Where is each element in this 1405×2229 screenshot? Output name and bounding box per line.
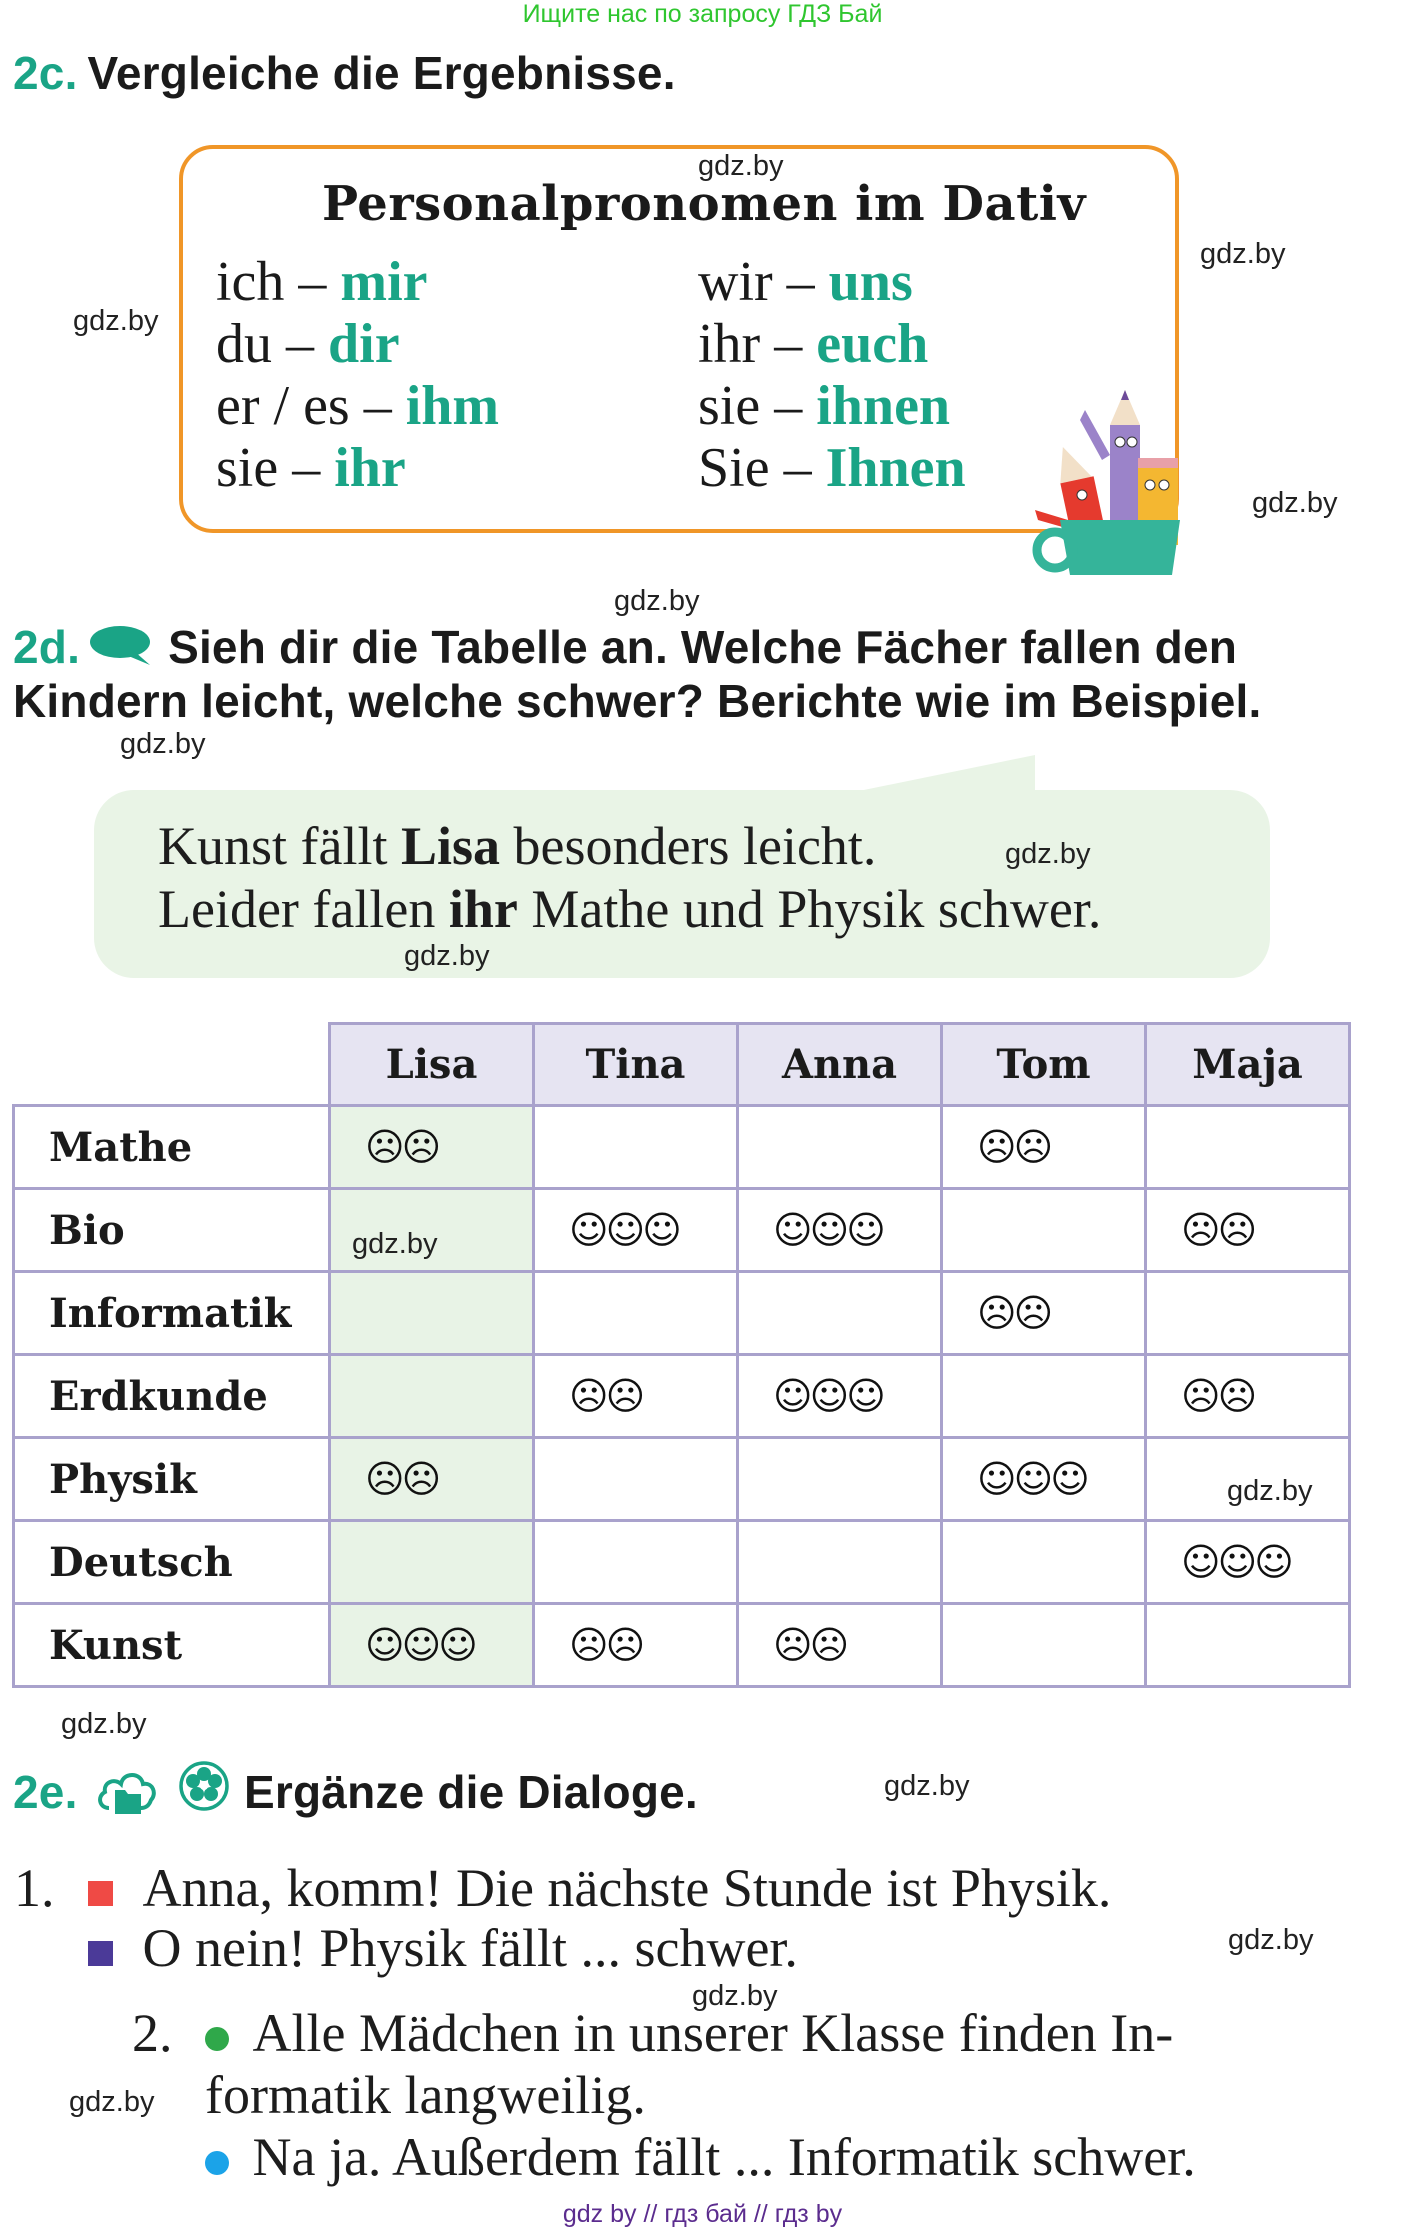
rating-cell: ☹☹ <box>534 1355 738 1438</box>
rating-cell <box>942 1355 1146 1438</box>
table-corner <box>14 1024 330 1106</box>
subject-label: Deutsch <box>14 1521 330 1604</box>
watermark: gdz.by <box>61 1708 147 1740</box>
rating-cell: ☹☹ <box>942 1272 1146 1355</box>
rating-cell: ☺☺☺ <box>534 1189 738 1272</box>
dialogue-line: Na ja. Außerdem fällt ... Informatik schwer. <box>205 2126 1196 2188</box>
rating-cell: ☹☹ <box>330 1106 534 1189</box>
exercise-number: 2c. <box>13 47 78 99</box>
rating-cell <box>738 1438 942 1521</box>
column-header-anna: Anna <box>738 1024 942 1106</box>
subject-label: Informatik <box>14 1272 330 1355</box>
bottom-banner: gdz by // гдз бай // гдз by <box>562 2200 843 2228</box>
rating-cell <box>330 1189 534 1272</box>
dialogue-line: Anna, komm! Die nächste Stunde ist Physik. <box>88 1857 1111 1919</box>
subject-label: Bio <box>14 1189 330 1272</box>
rating-cell: ☺☺☺ <box>330 1604 534 1687</box>
subject-label: Physik <box>14 1438 330 1521</box>
table-header-row <box>14 1024 1350 1106</box>
rating-cell: ☹☹ <box>942 1106 1146 1189</box>
exercise-2d-heading <box>13 620 1237 674</box>
top-banner: Ищите нас по запросу ГДЗ Бай <box>522 0 883 28</box>
table-row <box>14 1189 1350 1272</box>
watermark: gdz.by <box>1228 1924 1314 1956</box>
exercise-number: 2d. <box>13 621 81 673</box>
rating-cell: ☹☹ <box>1146 1355 1350 1438</box>
rating-cell <box>1146 1604 1350 1687</box>
rating-cell <box>534 1521 738 1604</box>
pronoun-box-title: Personalpronomen im Dativ <box>322 176 1086 232</box>
watermark: gdz.by <box>352 1228 438 1260</box>
pencil-mug-illustration <box>1030 370 1200 580</box>
subject-label: Mathe <box>14 1106 330 1189</box>
rating-cell <box>534 1272 738 1355</box>
watermark: gdz.by <box>404 940 490 972</box>
watermark: gdz.by <box>692 1980 778 2012</box>
table-row <box>14 1521 1350 1604</box>
pronoun-pair: sie – ihnen <box>698 375 951 437</box>
subjects-table <box>12 1022 1351 1688</box>
dialogue-number: 1. <box>14 1858 55 1918</box>
rating-cell: ☺☺☺ <box>1146 1521 1350 1604</box>
rating-cell <box>942 1189 1146 1272</box>
table-row <box>14 1272 1350 1355</box>
watermark: gdz.by <box>1005 838 1091 870</box>
pronoun-pair: ihr – euch <box>698 313 929 375</box>
rating-cell <box>534 1438 738 1521</box>
rating-cell: ☹☹ <box>330 1438 534 1521</box>
table-row <box>14 1604 1350 1687</box>
subject-label: Kunst <box>14 1604 330 1687</box>
dialogue-line-continuation: formatik langweilig. <box>205 2065 646 2125</box>
speech-bubble-icon <box>90 625 156 665</box>
rating-cell <box>738 1272 942 1355</box>
table-row <box>14 1106 1350 1189</box>
subject-label: Erdkunde <box>14 1355 330 1438</box>
watermark: gdz.by <box>120 728 206 760</box>
rating-cell <box>1146 1272 1350 1355</box>
column-header-tina: Tina <box>534 1024 738 1106</box>
watermark: gdz.by <box>884 1770 970 1802</box>
exercise-number: 2e. <box>13 1766 78 1818</box>
exercise-instruction-line2: Kindern leicht, welche schwer? Berichte wie im Beispiel. <box>13 675 1262 727</box>
exercise-instruction: Vergleiche die Ergebnisse. <box>87 47 676 99</box>
exercise-instruction: Ergänze die Dialoge. <box>244 1766 698 1818</box>
watermark: gdz.by <box>1252 487 1338 519</box>
rating-cell <box>1146 1438 1350 1521</box>
rating-cell: ☺☺☺ <box>738 1189 942 1272</box>
dialogue-line: Alle Mädchen in unserer Klasse finden In- <box>205 2002 1173 2064</box>
column-header-maja: Maja <box>1146 1024 1350 1106</box>
rating-cell <box>330 1272 534 1355</box>
exercise-2e-heading <box>13 1765 88 1819</box>
column-header-lisa: Lisa <box>330 1024 534 1106</box>
watermark: gdz.by <box>73 305 159 337</box>
rating-cell <box>534 1106 738 1189</box>
dialogue-number: 2. <box>132 2003 173 2063</box>
table-row <box>14 1438 1350 1521</box>
watermark: gdz.by <box>69 2086 155 2118</box>
pronoun-pair: du – dir <box>216 313 400 375</box>
rating-cell: ☹☹ <box>534 1604 738 1687</box>
pronoun-pair: Sie – Ihnen <box>698 437 966 499</box>
exercise-instruction-line1: Sieh dir die Tabelle an. Welche Fächer fallen den <box>168 621 1238 673</box>
watermark: gdz.by <box>1227 1475 1313 1507</box>
rating-cell <box>330 1355 534 1438</box>
rating-cell <box>738 1106 942 1189</box>
watermark: gdz.by <box>698 150 784 182</box>
rating-cell: ☺☺☺ <box>738 1355 942 1438</box>
blue-dot-marker <box>205 2151 229 2175</box>
watermark: gdz.by <box>614 585 700 617</box>
red-square-marker <box>88 1881 113 1906</box>
pronoun-pair: sie – ihr <box>216 437 406 499</box>
rating-cell <box>942 1604 1146 1687</box>
rating-cell <box>942 1521 1146 1604</box>
purple-square-marker <box>88 1941 113 1966</box>
cloud-folder-icon <box>95 1768 159 1816</box>
rating-cell: ☺☺☺ <box>942 1438 1146 1521</box>
pronoun-pair: er / es – ihm <box>216 375 500 437</box>
rating-cell <box>330 1521 534 1604</box>
column-header-tom: Tom <box>942 1024 1146 1106</box>
example-line-2: Leider fallen ihr Mathe und Physik schwer. <box>158 879 1102 939</box>
pronoun-pair: ich – mir <box>216 251 428 313</box>
example-line-1: Kunst fällt Lisa besonders leicht. <box>158 816 877 876</box>
green-dot-marker <box>205 2027 229 2051</box>
rating-cell: ☹☹ <box>1146 1189 1350 1272</box>
table-row <box>14 1355 1350 1438</box>
flower-icon <box>178 1760 230 1812</box>
dialogue-line: O nein! Physik fällt ... schwer. <box>88 1917 798 1979</box>
rating-cell <box>1146 1106 1350 1189</box>
pronoun-pair: wir – uns <box>698 251 913 313</box>
exercise-2c-heading <box>13 46 676 100</box>
rating-cell <box>738 1521 942 1604</box>
watermark: gdz.by <box>1200 238 1286 270</box>
rating-cell: ☹☹ <box>738 1604 942 1687</box>
